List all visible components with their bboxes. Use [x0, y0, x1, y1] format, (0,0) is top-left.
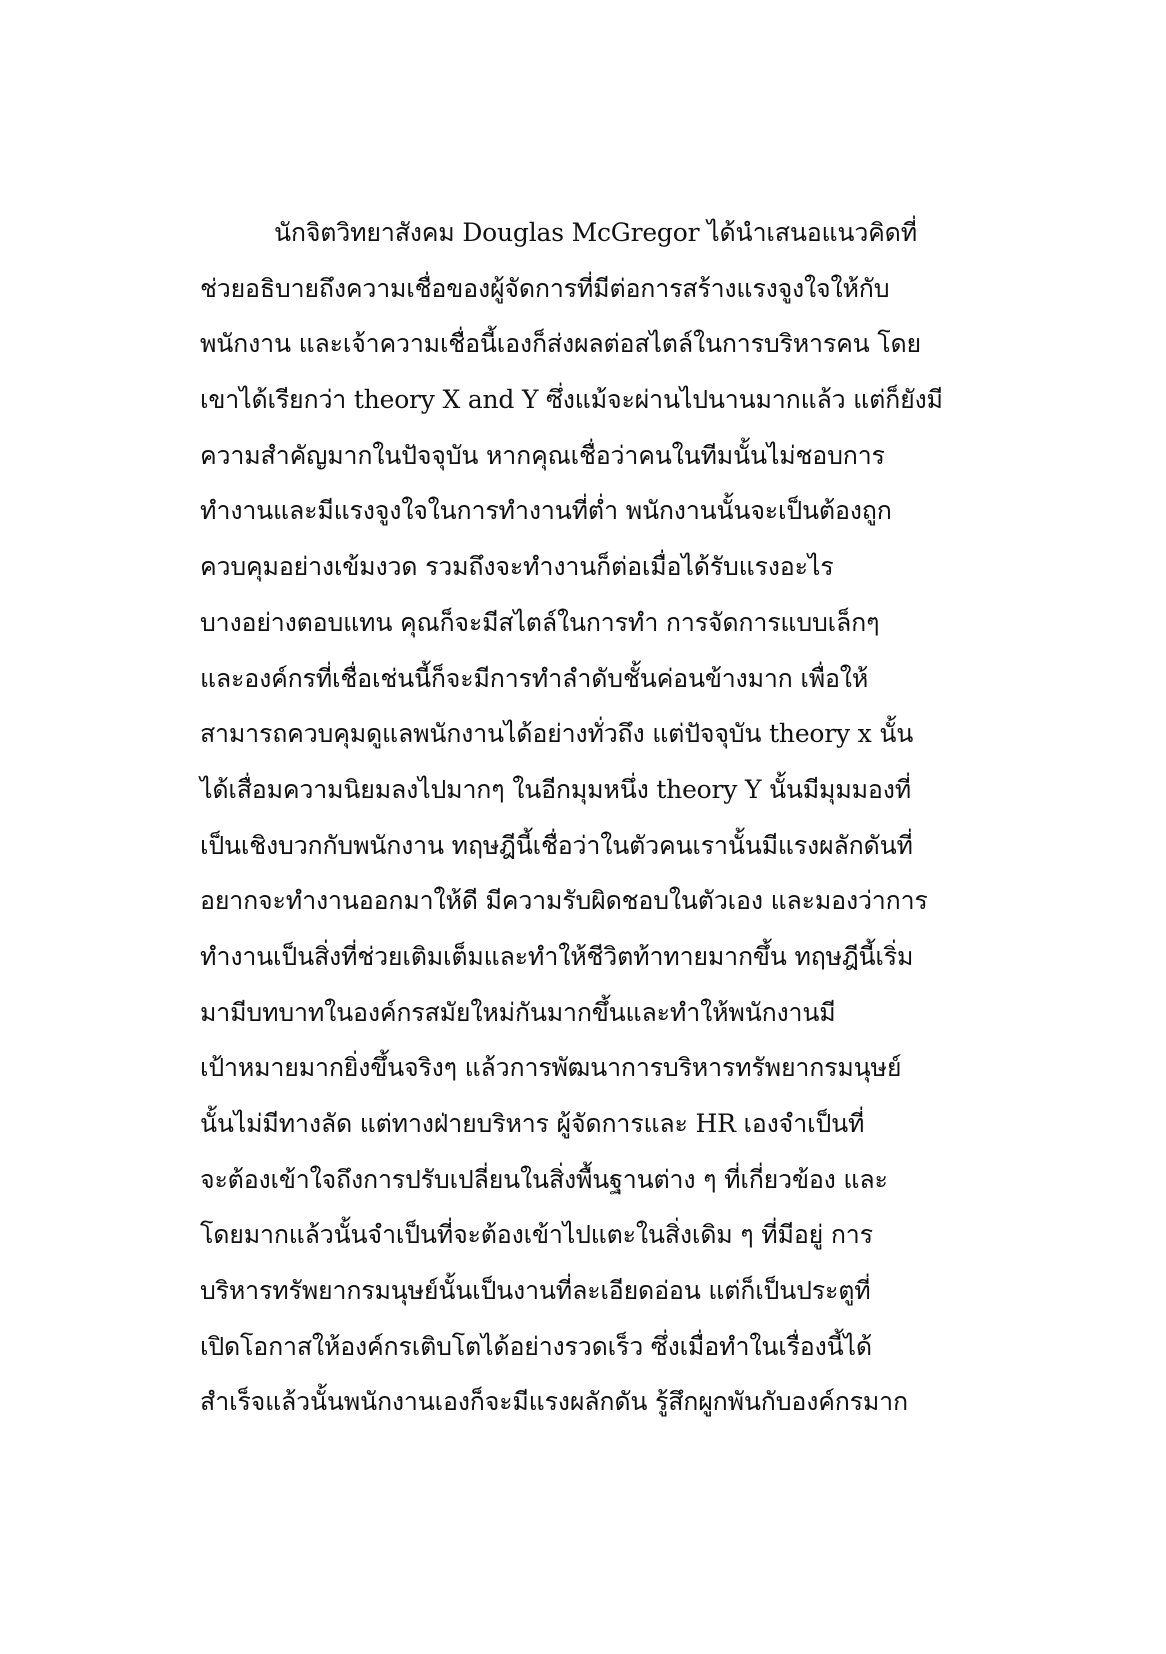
paragraph-line-1: นักจิตวิทยาสังคม Douglas McGregor ได้นำเสนอแนวคิดที่ — [274, 218, 917, 247]
paragraph-line-18: จะต้องเข้าใจถึงการปรับเปลี่ยนในสิ่งพื้นฐานต่าง ๆ ที่เกี่ยวข้อง และ — [200, 1164, 888, 1194]
paragraph-line-17: นั้นไม่มีทางลัด แต่ทางฝ่ายบริหาร ผู้จัดการและ HR เองจำเป็นที่ — [200, 1109, 865, 1138]
paragraph-line-6: ทำงานและมีแรงจูงใจในการทำงานที่ต่ำ พนักงานนั้นจะเป็นต้องถูก — [200, 496, 892, 526]
paragraph-line-4: เขาได้เรียกว่า theory X and Y ซึ่งแม้จะผ่านไปนานมากแล้ว แต่ก็ยังมี — [200, 385, 943, 415]
paragraph-line-7: ควบคุมอย่างเข้มงวด รวมถึงจะทำงานก็ต่อเมื่อได้รับแรงอะไร — [200, 552, 834, 582]
paragraph-line-8: บางอย่างตอบแทน คุณก็จะมีสไตล์ในการทำ การจัดการแบบเล็กๆ — [200, 607, 880, 637]
paragraph-line-22: สำเร็จแล้วนั้นพนักงานเองก็จะมีแรงผลักดัน รู้สึกผูกพันกับองค์กรมาก — [200, 1387, 908, 1417]
paragraph-line-14: ทำงานเป็นสิ่งที่ช่วยเติมเต็มและทำให้ชีวิตท้าทายมากขึ้น ทฤษฎีนี้เริ่ม — [200, 941, 914, 971]
paragraph-line-12: เป็นเชิงบวกกับพนักงาน ทฤษฎีนี้เชื่อว่าในตัวคนเรานั้นมีแรงผลักดันที่ — [200, 830, 913, 860]
paragraph-line-20: บริหารทรัพยากรมนุษย์นั้นเป็นงานที่ละเอียดอ่อน แต่ก็เป็นประตูที่ — [200, 1276, 871, 1306]
body-paragraph — [200, 205, 1000, 1430]
paragraph-line-3: พนักงาน และเจ้าความเชื่อนี้เองก็ส่งผลต่อสไตล์ในการบริหารคน โดย — [200, 329, 921, 359]
paragraph-line-5: ความสำคัญมากในปัจจุบัน หากคุณเชื่อว่าคนในทีมนั้นไม่ชอบการ — [200, 440, 885, 470]
paragraph-line-21: เปิดโอกาสให้องค์กรเติบโตได้อย่างรวดเร็ว ซึ่งเมื่อทำในเรื่องนี้ได้ — [200, 1331, 872, 1361]
paragraph-line-15: มามีบทบาทในองค์กรสมัยใหม่กันมากขึ้นและทำให้พนักงานมี — [200, 997, 836, 1027]
paragraph-line-11: ได้เสื่อมความนิยมลงไปมากๆ ในอีกมุมหนึ่ง theory Y นั้นมีมุมมองที่ — [200, 774, 911, 804]
paragraph-line-13: อยากจะทำงานออกมาให้ดี มีความรับผิดชอบในตัวเอง และมองว่าการ — [200, 886, 928, 916]
paragraph-line-19: โดยมากแล้วนั้นจำเป็นที่จะต้องเข้าไปแตะในสิ่งเดิม ๆ ที่มีอยู่ การ — [200, 1220, 873, 1250]
paragraph-line-10: สามารถควบคุมดูแลพนักงานได้อย่างทั่วถึง แต่ปัจจุบัน theory x นั้น — [200, 719, 914, 749]
paragraph-line-16: เป้าหมายมากยิ่งขึ้นจริงๆ แล้วการพัฒนาการบริหารทรัพยากรมนุษย์ — [200, 1053, 902, 1083]
paragraph-line-2: ช่วยอธิบายถึงความเชื่อของผู้จัดการที่มีต่อการสร้างแรงจูงใจให้กับ — [200, 273, 890, 303]
paragraph-line-9: และองค์กรที่เชื่อเช่นนี้ก็จะมีการทำลำดับชั้นค่อนข้างมาก เพื่อให้ — [200, 663, 869, 693]
